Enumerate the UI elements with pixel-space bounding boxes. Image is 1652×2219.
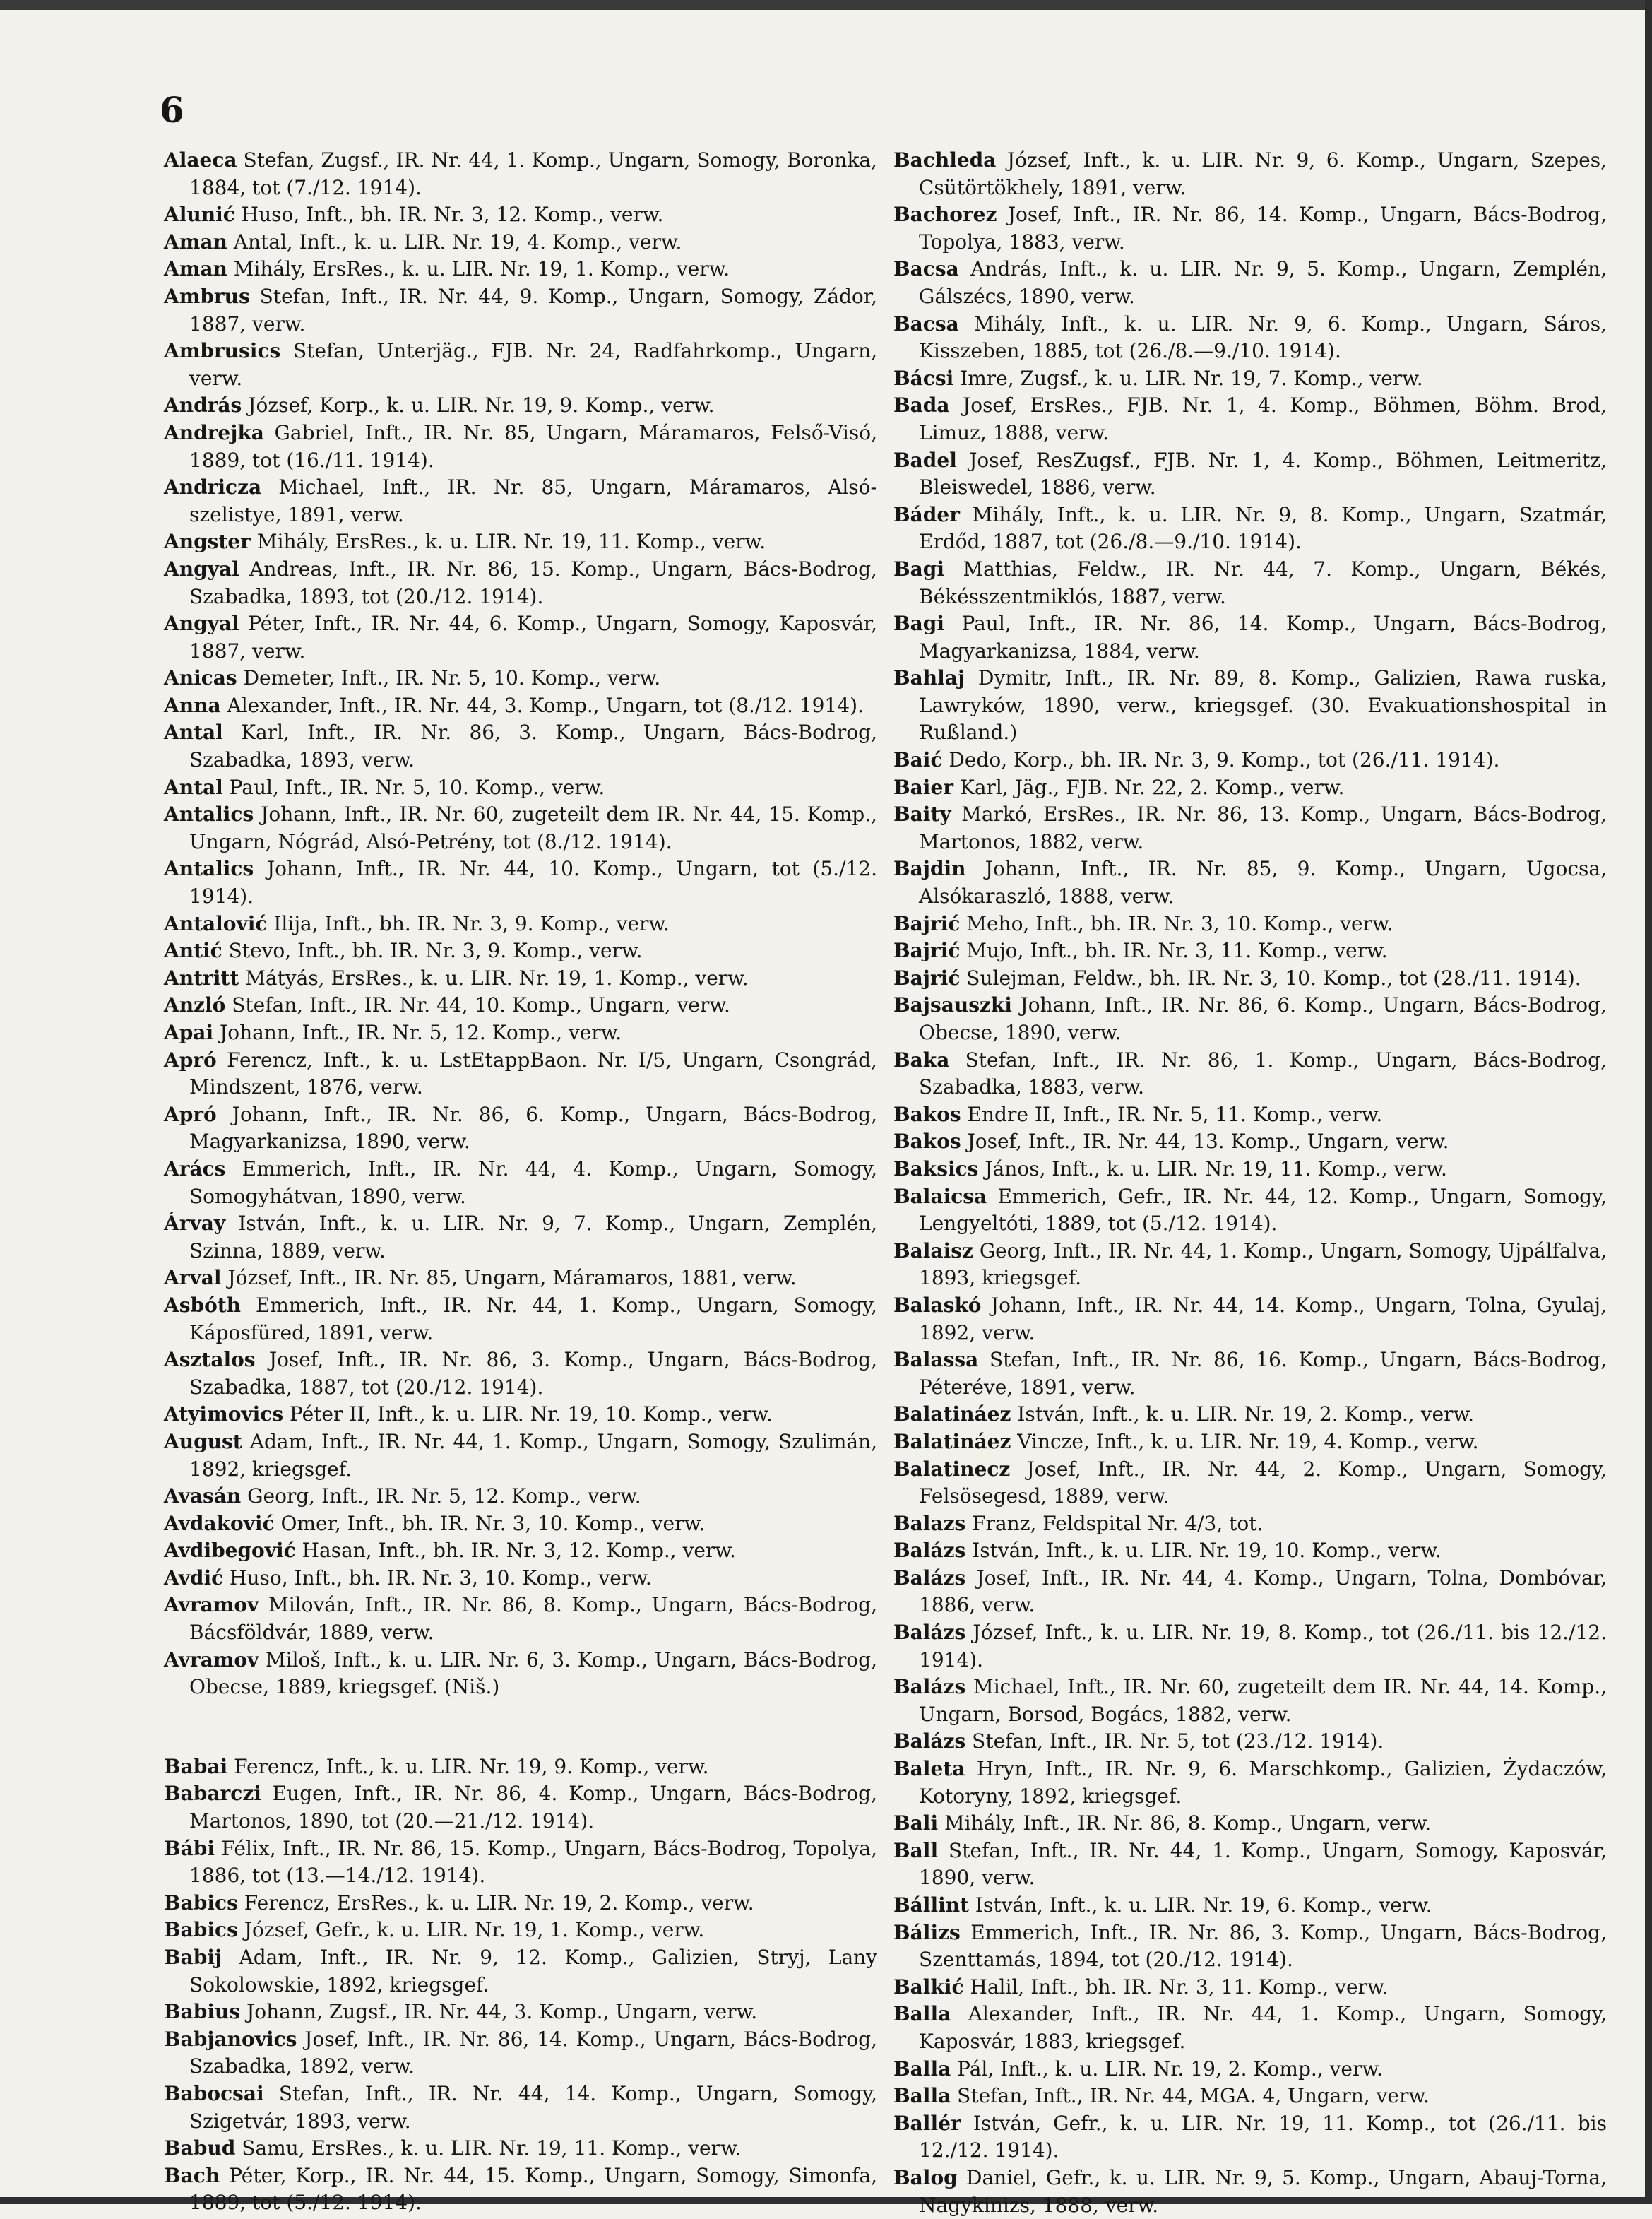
casualty-entry [893, 201, 1607, 256]
entry-details: József, Inft., IR. Nr. 85, Ungarn, Máramaros, 1881, verw. [227, 1266, 797, 1290]
casualty-entry [164, 392, 877, 420]
casualty-entry [893, 1537, 1607, 1565]
entry-surname: Andricza [164, 475, 262, 499]
entry-surname: Bacsa [893, 312, 959, 336]
scan-edge-top [0, 0, 1652, 10]
entry-surname: Bach [164, 2163, 220, 2187]
casualty-entry [164, 229, 877, 256]
entry-surname: András [164, 393, 242, 418]
casualty-entry [164, 1510, 877, 1538]
entry-surname: Ball [893, 1838, 939, 1862]
entry-details: Mujo, Inft., bh. IR. Nr. 3, 11. Komp., verw. [966, 939, 1388, 963]
entry-details: Karl, Inft., IR. Nr. 86, 3. Komp., Ungarn, Bács-Bodrog, Szabadka, 1893, verw. [189, 721, 877, 772]
casualty-entry [164, 1647, 877, 1701]
entry-surname: Aman [164, 230, 227, 254]
entry-details: Pál, Inft., k. u. LIR. Nr. 19, 2. Komp., verw. [957, 2057, 1383, 2081]
entry-surname: Balog [893, 2165, 958, 2189]
entry-surname: Balatinecz [893, 1457, 1011, 1481]
entry-details: Ferencz, Inft., k. u. LIR. Nr. 19, 9. Komp., verw. [234, 1754, 709, 1778]
entry-details: József, Korp., k. u. LIR. Nr. 19, 9. Komp., verw. [248, 393, 715, 418]
entry-surname: Avdić [164, 1566, 224, 1590]
entry-surname: Anna [164, 693, 221, 717]
entry-details: Stefan, Inft., IR. Nr. 5, tot (23./12. 1914). [972, 1729, 1384, 1753]
entry-details: Josef, Inft., IR. Nr. 44, 4. Komp., Ungarn, Tolna, Dombóvar, 1886, verw. [919, 1566, 1608, 1617]
entry-surname: Babai [164, 1754, 228, 1778]
casualty-entry [893, 911, 1607, 938]
casualty-entry [893, 801, 1607, 856]
page-number: 6 [160, 89, 184, 131]
entry-surname: Baleta [893, 1757, 965, 1781]
entry-details: Josef, Inft., IR. Nr. 86, 3. Komp., Ungarn, Bács-Bodrog, Szabadka, 1887, tot (20./12. 1914). [189, 1348, 877, 1399]
entry-surname: Antritt [164, 966, 239, 990]
entry-details: Georg, Inft., IR. Nr. 5, 12. Komp., verw. [247, 1484, 641, 1508]
entry-surname: Bajrić [893, 966, 961, 990]
entry-surname: Apai [164, 1021, 214, 1044]
casualty-entry [164, 1917, 877, 1944]
casualty-entry [164, 965, 877, 993]
entry-details: Mihály, ErsRes., k. u. LIR. Nr. 19, 11. Komp., verw. [256, 530, 766, 554]
casualty-entry [164, 801, 877, 856]
entry-surname: Bállint [893, 1893, 970, 1917]
entry-details: Johann, Inft., IR. Nr. 60, zugeteilt dem IR. Nr. 44, 15. Komp., Ungarn, Nógrád, Alsó-Petrény, tot (8./12. 1914). [189, 803, 878, 853]
entry-surname: Balázs [893, 1566, 966, 1590]
entry-surname: Babics [164, 1890, 238, 1915]
casualty-entry [164, 420, 877, 474]
entry-surname: Bachleda [893, 148, 997, 172]
entry-surname: Bakos [893, 1130, 961, 1154]
entry-details: Mihály, Inft., k. u. LIR. Nr. 9, 8. Komp., Ungarn, Szatmár, Erdőd, 1887, tot (26./8.—9./10. 1914). [919, 502, 1608, 554]
entry-surname: Babocsai [164, 2081, 264, 2105]
entry-surname: Babij [164, 1946, 222, 1969]
entry-surname: Balázs [893, 1621, 966, 1645]
casualty-entry [893, 1565, 1607, 1619]
entry-details: Johann, Inft., IR. Nr. 86, 6. Komp., Ungarn, Bács-Bodrog, Obecse, 1890, verw. [919, 993, 1607, 1044]
casualty-entry [164, 1753, 877, 1781]
entry-details: Ferencz, ErsRes., k. u. LIR. Nr. 19, 2. Komp., verw. [244, 1890, 754, 1915]
entry-details: Meho, Inft., bh. IR. Nr. 3, 10. Komp., verw. [966, 911, 1393, 935]
entry-details: Huso, Inft., bh. IR. Nr. 3, 10. Komp., verw. [230, 1566, 652, 1590]
casualty-entry [893, 556, 1607, 610]
entry-details: Ilija, Inft., bh. IR. Nr. 3, 9. Komp., verw. [273, 911, 670, 935]
casualty-entry [893, 1810, 1607, 1838]
entry-surname: Balassa [893, 1348, 979, 1372]
entry-details: Vincze, Inft., k. u. LIR. Nr. 19, 4. Komp., verw. [1017, 1429, 1479, 1453]
entry-surname: Asztalos [164, 1348, 256, 1372]
casualty-entry [893, 1428, 1607, 1456]
entry-surname: Bahlaj [893, 666, 965, 690]
casualty-entry [164, 992, 877, 1019]
casualty-entry [893, 447, 1607, 502]
casualty-entry [893, 937, 1607, 965]
casualty-entry [164, 1565, 877, 1592]
entry-details: Markó, ErsRes., IR. Nr. 86, 13. Komp., Ungarn, Bács-Bodrog, Martonos, 1882, verw. [919, 803, 1608, 853]
entry-surname: Baier [893, 775, 954, 799]
entry-surname: Anzló [164, 993, 226, 1017]
entry-surname: Báder [893, 502, 960, 526]
entry-details: András, Inft., k. u. LIR. Nr. 9, 5. Komp., Ungarn, Zemplén, Gálszécs, 1890, verw. [919, 257, 1607, 308]
entry-surname: Bálizs [893, 1920, 961, 1944]
entry-details: Alexander, Inft., IR. Nr. 44, 1. Komp., Ungarn, Somogy, Kaposvár, 1883, kriegsgef. [919, 2002, 1607, 2053]
casualty-entry [893, 1974, 1607, 2001]
casualty-entry [893, 965, 1607, 993]
entry-details: Péter, Inft., IR. Nr. 44, 6. Komp., Ungarn, Somogy, Kaposvár, 1887, verw. [189, 612, 878, 663]
casualty-entry [164, 1292, 877, 1347]
casualty-entry [893, 2001, 1607, 2055]
entry-details: Georg, Inft., IR. Nr. 44, 1. Komp., Ungarn, Somogy, Ujpálfalva, 1893, kriegsgef. [919, 1238, 1608, 1290]
casualty-entry [164, 1999, 877, 2026]
entry-details: Eugen, Inft., IR. Nr. 86, 4. Komp., Ungarn, Bács-Bodrog, Martonos, 1890, tot (20.—21./12. 1914). [189, 1782, 877, 1833]
entry-surname: Balla [893, 2084, 951, 2108]
entry-details: Demeter, Inft., IR. Nr. 5, 10. Komp., verw. [243, 666, 661, 690]
entry-surname: Bajdin [893, 857, 966, 881]
casualty-entry [893, 1347, 1607, 1401]
entry-surname: Antić [164, 939, 222, 963]
entry-details: Johann, Zugsf., IR. Nr. 44, 3. Komp., Ungarn, verw. [246, 2000, 758, 2024]
casualty-entry [164, 937, 877, 965]
entry-details: Johann, Inft., IR. Nr. 44, 10. Komp., Ungarn, tot (5./12. 1914). [189, 857, 878, 909]
entry-surname: Angster [164, 530, 251, 554]
entry-surname: Balkić [893, 1975, 964, 1999]
entry-details: Stevo, Inft., bh. IR. Nr. 3, 9. Komp., verw. [228, 939, 643, 963]
casualty-entry [893, 2165, 1607, 2219]
casualty-entry [164, 528, 877, 556]
entry-surname: Bajsauszki [893, 993, 1012, 1017]
entry-details: István, Inft., k. u. LIR. Nr. 19, 2. Komp., verw. [1017, 1402, 1475, 1426]
entry-surname: Balatináez [893, 1402, 1011, 1426]
casualty-entry [893, 1674, 1607, 1728]
casualty-entry [893, 392, 1607, 446]
casualty-entry [164, 283, 877, 338]
entry-surname: Balazs [893, 1511, 966, 1535]
casualty-entry [893, 774, 1607, 802]
casualty-entry [164, 1210, 877, 1265]
entry-details: Alexander, Inft., IR. Nr. 44, 3. Komp., Ungarn, tot (8./12. 1914). [227, 693, 864, 717]
entry-details: Johann, Inft., IR. Nr. 85, 9. Komp., Ungarn, Ugocsa, Alsókaraszló, 1888, verw. [919, 857, 1608, 909]
casualty-entry [893, 1047, 1607, 1101]
casualty-entry [893, 747, 1607, 774]
entry-details: Josef, Inft., IR. Nr. 86, 14. Komp., Ungarn, Bács-Bodrog, Topolya, 1883, verw. [919, 203, 1607, 254]
casualty-entry [893, 1292, 1607, 1347]
entry-surname: Balázs [893, 1729, 966, 1753]
entry-surname: Balázs [893, 1539, 966, 1563]
entry-details: Huso, Inft., bh. IR. Nr. 3, 12. Komp., verw. [241, 203, 664, 227]
entry-details: Emmerich, Inft., IR. Nr. 44, 4. Komp., Ungarn, Somogy, Somogyhátvan, 1890, verw. [189, 1156, 877, 1208]
casualty-entry [893, 1183, 1607, 1238]
entry-details: Josef, Inft., IR. Nr. 44, 2. Komp., Ungarn, Somogy, Felsösegesd, 1889, verw. [919, 1457, 1607, 1508]
entry-details: Mihály, Inft., IR. Nr. 86, 8. Komp., Ungarn, verw. [944, 1811, 1432, 1835]
entry-details: Imre, Zugsf., k. u. LIR. Nr. 19, 7. Komp., verw. [960, 366, 1423, 390]
entry-details: Miloš, Inft., k. u. LIR. Nr. 6, 3. Komp., Ungarn, Bács-Bodrog, Obecse, 1889, kriegsgef. (Niš.) [189, 1647, 877, 1699]
casualty-entry [164, 1401, 877, 1428]
entry-details: Mátyás, ErsRes., k. u. LIR. Nr. 19, 1. Komp., verw. [245, 966, 749, 990]
entry-surname: Andrejka [164, 420, 264, 444]
casualty-entry [164, 1428, 877, 1483]
casualty-entry [164, 1047, 877, 1101]
casualty-entry [164, 474, 877, 528]
entry-details: Félix, Inft., IR. Nr. 86, 15. Komp., Ungarn, Bács-Bodrog, Topolya, 1886, tot (13.—14./12. 1914). [189, 1836, 877, 1888]
casualty-entry [164, 1780, 877, 1835]
entry-details: Péter, Korp., IR. Nr. 44, 15. Komp., Ungarn, Somogy, Simonfa, 1889, tot (5./12. 1914). [189, 2163, 877, 2215]
entry-surname: Avdaković [164, 1511, 275, 1535]
casualty-entry [164, 1265, 877, 1292]
entry-details: József, Inft., k. u. LIR. Nr. 9, 6. Komp., Ungarn, Szepes, Csütörtökhely, 1891, verw. [919, 148, 1608, 199]
entry-details: Josef, Inft., IR. Nr. 44, 13. Komp., Ungarn, verw. [967, 1130, 1449, 1154]
casualty-entry [164, 610, 877, 665]
casualty-entry [164, 338, 877, 392]
entry-details: Stefan, Inft., IR. Nr. 44, 14. Komp., Ungarn, Somogy, Szigetvár, 1893, verw. [189, 2081, 877, 2133]
entry-surname: Babjanovics [164, 2027, 297, 2051]
entry-surname: Bajrić [893, 911, 961, 935]
casualty-entry [164, 1592, 877, 1646]
entry-surname: Babics [164, 1918, 238, 1942]
entry-details: Stefan, Unterjäg., FJB. Nr. 24, Radfahrkomp., Ungarn, verw. [189, 339, 878, 390]
entry-details: Emmerich, Inft., IR. Nr. 44, 1. Komp., Ungarn, Somogy, Káposfüred, 1891, verw. [189, 1293, 877, 1344]
entry-surname: Balaicsa [893, 1184, 987, 1208]
entry-surname: Arács [164, 1156, 226, 1180]
entry-surname: Avramov [164, 1593, 259, 1617]
entry-surname: Avasán [164, 1484, 242, 1508]
casualty-entry [893, 1401, 1607, 1428]
entry-surname: Antalics [164, 803, 254, 827]
casualty-entry [164, 1835, 877, 1890]
casualty-entry [893, 610, 1607, 665]
entry-surname: Angyal [164, 612, 239, 636]
section-gap [164, 1701, 877, 1753]
casualty-entry [893, 311, 1607, 365]
entry-surname: Ambrusics [164, 339, 281, 363]
entry-surname: Antalics [164, 857, 254, 881]
entry-surname: Antal [164, 721, 223, 745]
entry-surname: Badel [893, 448, 957, 472]
casualty-entry [164, 665, 877, 692]
entry-details: Stefan, Inft., IR. Nr. 44, 9. Komp., Ungarn, Somogy, Zádor, 1887, verw. [189, 284, 878, 336]
casualty-entry [893, 1728, 1607, 1756]
casualty-entry [893, 147, 1607, 201]
entry-surname: Balaisz [893, 1238, 973, 1262]
casualty-entry [893, 2083, 1607, 2110]
entry-details: Hasan, Inft., bh. IR. Nr. 3, 12. Komp., verw. [302, 1539, 736, 1563]
casualty-entry [893, 992, 1607, 1046]
entry-surname: August [164, 1429, 242, 1453]
entry-surname: Babud [164, 2136, 236, 2160]
casualty-entry [164, 2081, 877, 2135]
casualty-entry [164, 2026, 877, 2081]
entry-surname: Antalović [164, 911, 268, 935]
entry-surname: Babarczi [164, 1782, 261, 1806]
entry-details: Emmerich, Inft., IR. Nr. 86, 3. Komp., Ungarn, Bács-Bodrog, Szenttamás, 1894, tot (20./12. 1914). [919, 1920, 1607, 1972]
entry-details: Endre II, Inft., IR. Nr. 5, 11. Komp., verw. [967, 1102, 1383, 1126]
entry-details: Karl, Jäg., FJB. Nr. 22, 2. Komp., verw. [959, 775, 1345, 799]
entry-surname: Babius [164, 2000, 241, 2024]
entry-details: Andreas, Inft., IR. Nr. 86, 15. Komp., Ungarn, Bács-Bodrog, Szabadka, 1893, tot (20./12. 1914). [189, 557, 877, 608]
casualty-entry [164, 719, 877, 774]
entry-details: Paul, Inft., IR. Nr. 5, 10. Komp., verw. [229, 775, 605, 799]
casualty-entry [164, 556, 877, 610]
entry-surname: Angyal [164, 557, 239, 581]
entry-details: Matthias, Feldw., IR. Nr. 44, 7. Komp., Ungarn, Békés, Békésszentmiklós, 1887, verw. [919, 557, 1607, 608]
entry-details: Josef, Inft., IR. Nr. 86, 14. Komp., Ungarn, Bács-Bodrog, Szabadka, 1892, verw. [189, 2027, 877, 2078]
entry-details: Stefan, Inft., IR. Nr. 44, 10. Komp., Ungarn, verw. [232, 993, 730, 1017]
entry-details: József, Gefr., k. u. LIR. Nr. 19, 1. Komp., verw. [244, 1918, 705, 1942]
entry-surname: Balaskó [893, 1293, 982, 1317]
entry-surname: Bajrić [893, 939, 961, 963]
entry-details: Adam, Inft., IR. Nr. 9, 12. Komp., Galizien, Stryj, Lany Sokolowskie, 1892, kriegsgef. [189, 1946, 877, 1996]
entry-details: Michael, Inft., IR. Nr. 85, Ungarn, Máramaros, Alsó-szelistye, 1891, verw. [189, 475, 877, 526]
entry-details: Stefan, Inft., IR. Nr. 86, 1. Komp., Ungarn, Bács-Bodrog, Szabadka, 1883, verw. [919, 1048, 1607, 1099]
entry-details: Paul, Inft., IR. Nr. 86, 14. Komp., Ungarn, Bács-Bodrog, Magyarkanizsa, 1884, verw. [919, 612, 1607, 663]
casualty-entry [893, 2110, 1607, 2165]
entry-surname: Anicas [164, 666, 237, 690]
casualty-entry [164, 1944, 877, 1999]
entry-details: József, Inft., k. u. LIR. Nr. 19, 8. Komp., tot (26./11. bis 12./12. 1914). [919, 1621, 1607, 1671]
casualty-entry [164, 692, 877, 720]
entry-details: Johann, Inft., IR. Nr. 44, 14. Komp., Ungarn, Tolna, Gyulaj, 1892, verw. [919, 1293, 1607, 1344]
column-right [893, 147, 1607, 2219]
entry-details: Stefan, Zugsf., IR. Nr. 44, 1. Komp., Ungarn, Somogy, Boronka, 1884, tot (7./12. 1914). [189, 148, 878, 199]
entry-details: István, Inft., k. u. LIR. Nr. 19, 6. Komp., verw. [975, 1893, 1432, 1917]
entry-details: Josef, ResZugsf., FJB. Nr. 1, 4. Komp., Böhmen, Leitmeritz, Bleiswedel, 1886, verw. [919, 448, 1607, 499]
entry-surname: Bada [893, 393, 950, 418]
entry-surname: Alaeca [164, 148, 237, 172]
entry-surname: Antal [164, 775, 223, 799]
casualty-entry [893, 1156, 1607, 1183]
casualty-entry [164, 911, 877, 938]
entry-details: Stefan, Inft., IR. Nr. 44, 1. Komp., Ungarn, Somogy, Kaposvár, 1890, verw. [919, 1838, 1607, 1890]
casualty-entry [164, 1019, 877, 1047]
entry-surname: Bachorez [893, 203, 997, 227]
entry-details: Halil, Inft., bh. IR. Nr. 3, 11. Komp., verw. [970, 1975, 1389, 1999]
entry-details: Milován, Inft., IR. Nr. 86, 8. Komp., Ungarn, Bács-Bodrog, Bácsföldvár, 1889, verw. [189, 1593, 877, 1645]
entry-surname: Balla [893, 2002, 951, 2026]
entry-surname: Avramov [164, 1647, 259, 1671]
entry-details: Daniel, Gefr., k. u. LIR. Nr. 9, 5. Komp., Ungarn, Abauj-Torna, Nagykinizs, 1888, verw. [919, 2165, 1607, 2217]
casualty-entry [893, 1756, 1607, 1810]
entry-details: Adam, Inft., IR. Nr. 44, 1. Komp., Ungarn, Somogy, Szulimán, 1892, kriegsgef. [189, 1429, 877, 1481]
entry-surname: Ambrus [164, 284, 250, 308]
entry-surname: Ballér [893, 2111, 961, 2135]
entry-details: Péter II, Inft., k. u. LIR. Nr. 19, 10. Komp., verw. [290, 1402, 773, 1426]
entry-details: István, Gefr., k. u. LIR. Nr. 19, 11. Komp., tot (26./11. bis 12./12. 1914). [919, 2111, 1607, 2162]
entry-surname: Baity [893, 803, 951, 827]
entry-surname: Bagi [893, 612, 945, 636]
entry-details: István, Inft., k. u. LIR. Nr. 9, 7. Komp., Ungarn, Zemplén, Szinna, 1889, verw. [189, 1212, 877, 1262]
entry-surname: Balatináez [893, 1429, 1011, 1453]
entry-surname: Baka [893, 1048, 950, 1072]
entry-surname: Bakos [893, 1102, 961, 1126]
casualty-entry [893, 1919, 1607, 1974]
scan-edge-right [1645, 0, 1652, 2204]
casualty-entry [164, 1101, 877, 1156]
entry-details: Dedo, Korp., bh. IR. Nr. 3, 9. Komp., tot (26./11. 1914). [949, 748, 1500, 772]
entry-details: Stefan, Inft., IR. Nr. 44, MGA. 4, Ungarn, verw. [957, 2084, 1430, 2108]
entry-details: Antal, Inft., k. u. LIR. Nr. 19, 4. Komp., verw. [233, 230, 682, 254]
entry-details: Franz, Feldspital Nr. 4/3, tot. [972, 1511, 1264, 1535]
casualty-entry [893, 1619, 1607, 1674]
casualty-entry [893, 1838, 1607, 1892]
casualty-entry [164, 256, 877, 283]
entry-details: Mihály, Inft., k. u. LIR. Nr. 9, 6. Komp., Ungarn, Sáros, Kisszeben, 1885, tot (26./8.—9./10. 1914). [919, 312, 1607, 363]
entry-surname: Alunić [164, 203, 235, 227]
entry-details: Johann, Inft., IR. Nr. 86, 6. Komp., Ungarn, Bács-Bodrog, Magyarkanizsa, 1890, verw. [189, 1102, 877, 1154]
casualty-entry [164, 201, 877, 229]
casualty-entry [893, 1101, 1607, 1129]
casualty-entry [164, 2162, 877, 2217]
casualty-entry [893, 665, 1607, 747]
casualty-entry [164, 2135, 877, 2162]
casualty-entry [893, 1128, 1607, 1156]
entry-details: Hryn, Inft., IR. Nr. 9, 6. Marschkomp., Galizien, Żydaczów, Kotoryny, 1892, kriegsgef. [919, 1757, 1607, 1808]
entry-surname: Baksics [893, 1156, 979, 1180]
entry-details: Ferencz, Inft., k. u. LstEtappBaon. Nr. I/5, Ungarn, Csongrád, Mindszent, 1876, verw. [189, 1048, 877, 1099]
entry-details: Josef, ErsRes., FJB. Nr. 1, 4. Komp., Böhmen, Böhm. Brod, Limuz, 1888, verw. [919, 393, 1607, 444]
entry-surname: Asbóth [164, 1293, 242, 1317]
entry-surname: Arval [164, 1266, 222, 1290]
entry-surname: Bácsi [893, 366, 954, 390]
entry-details: Gabriel, Inft., IR. Nr. 85, Ungarn, Máramaros, Felső-Visó, 1889, tot (16./11. 1914). [189, 420, 877, 472]
entry-surname: Árvay [164, 1212, 226, 1236]
entry-details: Omer, Inft., bh. IR. Nr. 3, 10. Komp., verw. [280, 1511, 705, 1535]
entry-details: Samu, ErsRes., k. u. LIR. Nr. 19, 11. Komp., verw. [242, 2136, 742, 2160]
casualty-entry [164, 856, 877, 910]
entry-surname: Apró [164, 1048, 217, 1072]
entry-surname: Bali [893, 1811, 939, 1835]
casualty-entry [893, 1238, 1607, 1292]
entry-surname: Aman [164, 257, 227, 281]
entry-details: Emmerich, Gefr., IR. Nr. 44, 12. Komp., Ungarn, Somogy, Lengyeltóti, 1889, tot (5./12. 1914). [919, 1184, 1607, 1236]
casualty-entry [893, 1456, 1607, 1510]
casualty-entry [164, 1537, 877, 1565]
casualty-entry [893, 502, 1607, 556]
casualty-entry [164, 774, 877, 802]
entry-surname: Bagi [893, 557, 945, 581]
casualty-entry [164, 1483, 877, 1510]
entry-surname: Bacsa [893, 257, 959, 281]
entry-details: Dymitr, Inft., IR. Nr. 89, 8. Komp., Galizien, Rawa ruska, Lawryków, 1890, verw., kriegsgef. (30. Evakuationshospital in Rußland.) [919, 666, 1608, 745]
entry-details: Michael, Inft., IR. Nr. 60, zugeteilt dem IR. Nr. 44, 14. Komp., Ungarn, Borsod, Bogács, 1882, verw. [919, 1675, 1607, 1726]
casualty-entry [893, 365, 1607, 393]
casualty-entry [893, 1892, 1607, 1919]
entry-surname: Avdibegović [164, 1539, 296, 1563]
casualty-entry [893, 856, 1607, 910]
column-left [164, 147, 877, 2217]
entry-details: István, Inft., k. u. LIR. Nr. 19, 10. Komp., verw. [972, 1539, 1442, 1563]
entry-details: Sulejman, Feldw., bh. IR. Nr. 3, 10. Komp., tot (28./11. 1914). [966, 966, 1581, 990]
entry-details: János, Inft., k. u. LIR. Nr. 19, 11. Komp., verw. [985, 1156, 1447, 1180]
entry-details: Johann, Inft., IR. Nr. 5, 12. Komp., verw. [220, 1021, 622, 1044]
entry-surname: Balla [893, 2057, 951, 2081]
casualty-entry [893, 256, 1607, 310]
entry-surname: Bábi [164, 1836, 215, 1860]
entry-surname: Balázs [893, 1675, 966, 1699]
entry-surname: Baić [893, 748, 943, 772]
casualty-entry [893, 1510, 1607, 1538]
casualty-entry [164, 1156, 877, 1210]
entry-details: Mihály, ErsRes., k. u. LIR. Nr. 19, 1. Komp., verw. [233, 257, 730, 281]
entry-surname: Atyimovics [164, 1402, 284, 1426]
entry-details: Stefan, Inft., IR. Nr. 86, 16. Komp., Ungarn, Bács-Bodrog, Péteréve, 1891, verw. [919, 1348, 1608, 1399]
casualty-entry [164, 1347, 877, 1401]
entry-surname: Apró [164, 1102, 217, 1126]
casualty-entry [164, 1890, 877, 1917]
casualty-entry [164, 147, 877, 201]
casualty-entry [893, 2056, 1607, 2083]
